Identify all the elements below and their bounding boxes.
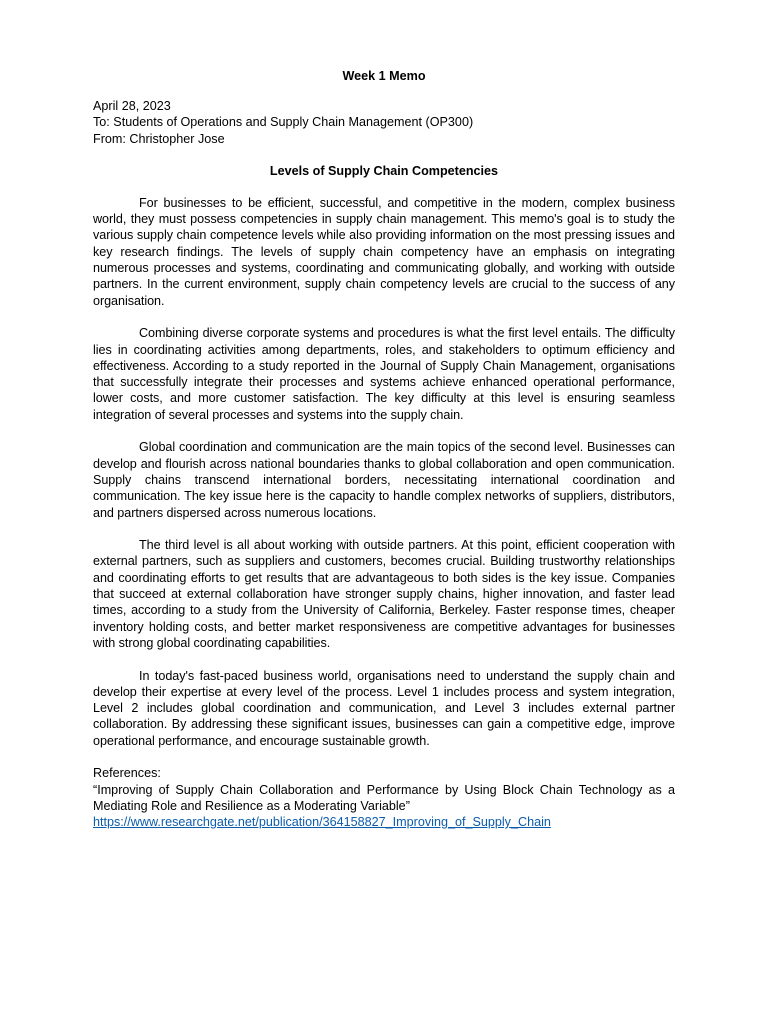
memo-date: April 28, 2023	[93, 99, 171, 113]
references-label: References:	[93, 766, 161, 781]
body-paragraph: The third level is all about working with outside partners. At this point, efficient cooperation with external partners, such as suppliers and customers, becomes crucial. Building trustworthy relationships and coordinating efforts to get results that are advantageous to both sides is the key issue. Companies that succeed at external collaboration have stronger supply chains, higher innovation, and faster lead times, according to a study from the University of California, Berkeley. Faster response times, cheaper inventory holding costs, and better market responsiveness are competitive advantages for businesses with strong global coordinating capabilities.	[93, 538, 675, 650]
body-paragraph: Global coordination and communication are the main topics of the second level. Businesses can develop and flourish across national boundaries thanks to global collaboration and open communication. Supply chains transcend international borders, necessitating international coordination and communication. The key issue here is the capacity to handle complex networks of suppliers, distributors, and partners dispersed across numerous locations.	[93, 440, 675, 520]
body-paragraph: In today's fast-paced business world, organisations need to understand the supply chain and develop their expertise at every level of the process. Level 1 includes process and system integration, Level 2 includes global coordination and communication, and Level 3 includes external partner collaboration. By addressing these significant issues, businesses can gain a competitive edge, improve operational performance, and encourage sustainable growth.	[93, 668, 675, 748]
body-paragraph: For businesses to be efficient, successful, and competitive in the modern, complex business world, they must possess competencies in supply chain management. This memo's goal is to study the various supply chain competence levels while also providing information on the most pressing issues and key research findings. The levels of supply chain competency have an emphasis on integrating numerous processes and systems, coordinating and communicating globally, and working with outside partners. In the current environment, supply chain competency levels are crucial to the success of any organisation.	[93, 195, 675, 308]
memo-to: To: Students of Operations and Supply Chain Management (OP300)	[93, 115, 474, 130]
memo-from: From: Christopher Jose	[93, 131, 225, 146]
references-section	[93, 765, 675, 830]
memo-page	[93, 68, 675, 830]
memo-subtitle: Levels of Supply Chain Competencies	[269, 163, 499, 178]
body-paragraph: Combining diverse corporate systems and procedures is what the first level entails. The difficulty lies in coordinating activities among departments, roles, and stakeholders to optimum efficiency and effectiveness. According to a study reported in the Journal of Supply Chain Management, organisations that successfully integrate their processes and systems achieve enhanced operational performance, lower costs, and more customer satisfaction. The key difficulty at this level is ensuring seamless integration of several processes and systems into the supply chain.	[93, 326, 675, 422]
memo-title: Week 1 Memo	[342, 69, 426, 83]
memo-header	[93, 98, 675, 147]
reference-title: “Improving of Supply Chain Collaboration and Performance by Using Block Chain Technology as a Mediating Role and Resilience as a Moderating Variable”	[93, 782, 675, 813]
reference-link[interactable]: https://www.researchgate.net/publication/364158827_Improving_of_Supply_Chain	[93, 815, 551, 830]
